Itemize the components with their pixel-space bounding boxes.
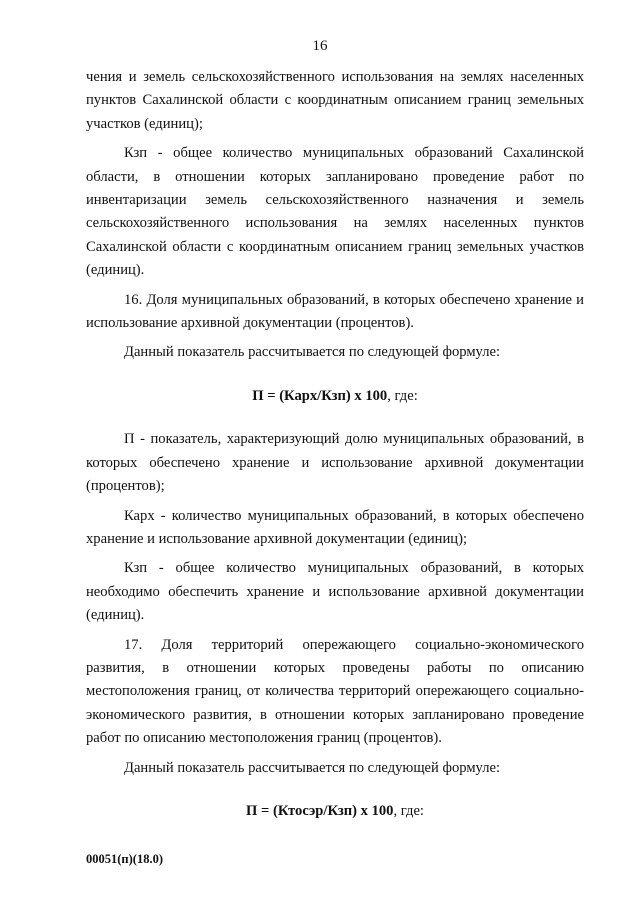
formula-1 (86, 385, 584, 408)
paragraph-formula-intro-2: Данный показатель рассчитывается по следующей формуле: (124, 759, 501, 776)
paragraph-item-16: 16. Доля муниципальных образований, в которых обеспечено хранение и использование архивной документации (процентов). (86, 291, 584, 332)
page-number: 16 (312, 38, 328, 54)
paragraph-p-definition: П - показатель, характеризующий долю муниципальных образований, в которых обеспечено хранение и использование архивной документации (процентов); (86, 431, 584, 495)
paragraph-kzp-definition-1: Кзп - общее количество муниципальных образований Сахалинской области, в отношении которых запланировано проведение работ по инвентаризации земель сельскохозяйственного назначения и земель сельскохозяйственного использования на землях населенных пунктов Сахалинской области с координатным описанием границ земельных участков (единиц). (86, 145, 584, 279)
paragraph-kzp-definition-2: Кзп - общее количество муниципальных образований, в которых необходимо обеспечить хранение и использование архивной документации (единиц). (86, 560, 584, 624)
paragraph-item-17: 17. Доля территорий опережающего социально-экономического развития, в отношении которых проведены работы по описанию местоположения границ, от количества территорий опережающего социально-экономического развития, в отношении которых запланировано проведение работ по описанию местоположения границ (процентов). (86, 636, 584, 747)
paragraph-formula-intro-1: Данный показатель рассчитывается по следующей формуле: (124, 344, 501, 361)
formula-1-suffix: , где: (387, 387, 418, 404)
formula-2-expression: П = (Ктосэр/Кзп) х 100 (246, 802, 394, 819)
document-body (86, 66, 584, 843)
formula-2 (86, 800, 584, 823)
document-code: 00051(п)(18.0) (86, 852, 163, 866)
paragraph-continuation: чения и земель сельскохозяйственного использования на землях населенных пунктов Сахалинской области с координатным описанием границ земельных участков (единиц); (86, 69, 584, 132)
paragraph-karkh-definition: Карх - количество муниципальных образований, в которых обеспечено хранение и использование архивной документации (единиц); (86, 507, 584, 547)
formula-2-suffix: , где: (393, 802, 424, 819)
formula-1-expression: П = (Карх/Кзп) х 100 (252, 387, 388, 404)
